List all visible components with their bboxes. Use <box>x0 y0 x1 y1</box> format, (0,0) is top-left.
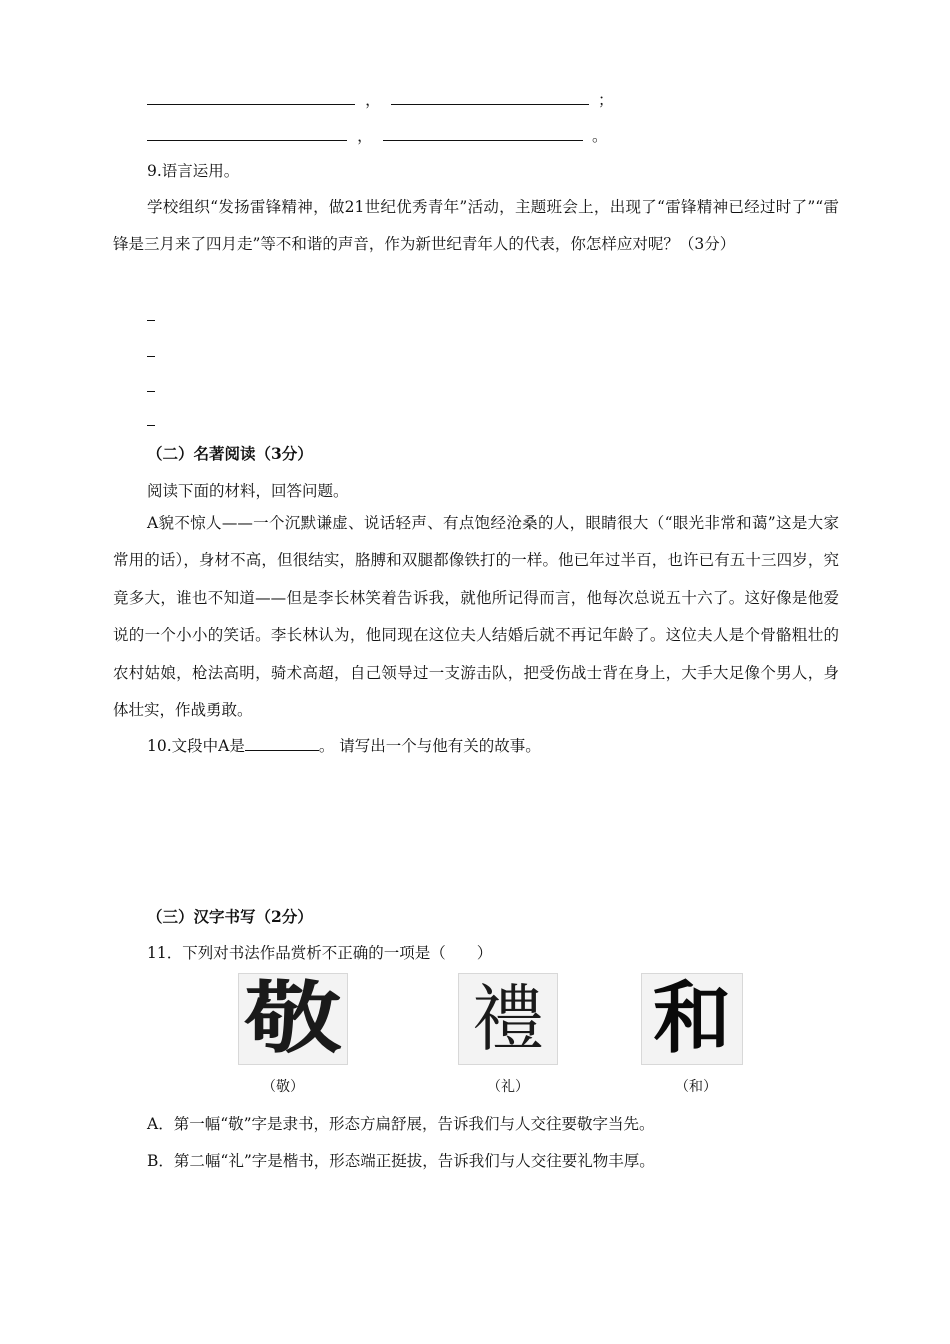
option-b[interactable]: B．第二幅“礼”字是楷书，形态端正挺拔，告诉我们与人交往要礼物丰厚。 <box>147 1152 655 1170</box>
calligraphy-char: 敬 <box>244 974 342 1064</box>
q10 <box>147 734 541 757</box>
answer-blank[interactable] <box>383 124 583 141</box>
answer-blank[interactable] <box>391 88 589 105</box>
q10-suffix: 。 请写出一个与他有关的故事。 <box>318 737 541 755</box>
calligraphy-image-jing <box>238 973 348 1065</box>
calligraphy-image-he <box>641 973 743 1065</box>
section-2-heading: （二）名著阅读（3分） <box>147 444 313 463</box>
answer-line[interactable] <box>147 391 155 392</box>
calligraphy-image-li <box>458 973 558 1065</box>
q8-answer-row-1 <box>147 88 618 111</box>
answer-line[interactable] <box>147 356 155 357</box>
calligraphy-char: 禮 <box>471 977 544 1061</box>
period: 。 <box>592 127 608 145</box>
answer-line[interactable] <box>147 425 155 426</box>
caption-jing: （敬） <box>262 1079 304 1095</box>
caption-he: （和） <box>675 1079 717 1095</box>
section-3-heading: （三）汉字书写（2分） <box>147 907 313 926</box>
calligraphy-char: 和 <box>652 974 731 1064</box>
option-a[interactable]: A．第一幅“敬”字是隶书，形态方扁舒展，告诉我们与人交往要敬字当先。 <box>147 1115 655 1133</box>
comma: ， <box>357 127 373 145</box>
answer-line[interactable] <box>147 320 155 321</box>
caption-li: （礼） <box>487 1079 529 1095</box>
semicolon: ； <box>598 91 614 109</box>
comma: ， <box>365 91 381 109</box>
q11-stem: 11．下列对书法作品赏析不正确的一项是（ ） <box>147 944 493 962</box>
q9-body: 学校组织“发扬雷锋精神，做21世纪优秀青年”活动，主题班会上，出现了“雷锋精神已经过时了”“雷锋是三月来了四月走”等不和谐的声音，作为新世纪青年人的代表，你怎样应对呢？（3分） <box>113 198 839 254</box>
answer-blank[interactable] <box>147 124 347 141</box>
answer-blank[interactable] <box>147 88 355 105</box>
q9-title: 9.语言运用。 <box>147 162 240 180</box>
q10-prefix: 10.文段中A是 <box>147 737 245 755</box>
section-2-instruction: 阅读下面的材料，回答问题。 <box>147 482 349 500</box>
q8-answer-row-2 <box>147 124 612 147</box>
answer-blank[interactable] <box>245 734 319 751</box>
reading-passage: A貌不惊人——一个沉默谦虚、说话轻声、有点饱经沧桑的人，眼睛很大（“眼光非常和蔼”这是大家常用的话），身材不高，但很结实，胳膊和双腿都像铁打的一样。他已年过半百，也许已有五十三四岁，究竟多大，谁也不知道——但是李长林笑着告诉我，就他所记得而言，他每次总说五十六了。这好像是他爱说的一个小小的笑话。李长林认为，他同现在这位夫人结婚后就不再记年龄了。这位夫人是个骨骼粗壮的农村姑娘，枪法高明，骑术高超，自己领导过一支游击队，把受伤战士背在身上，大手大足像个男人，身体壮实，作战勇敢。 <box>113 514 839 720</box>
